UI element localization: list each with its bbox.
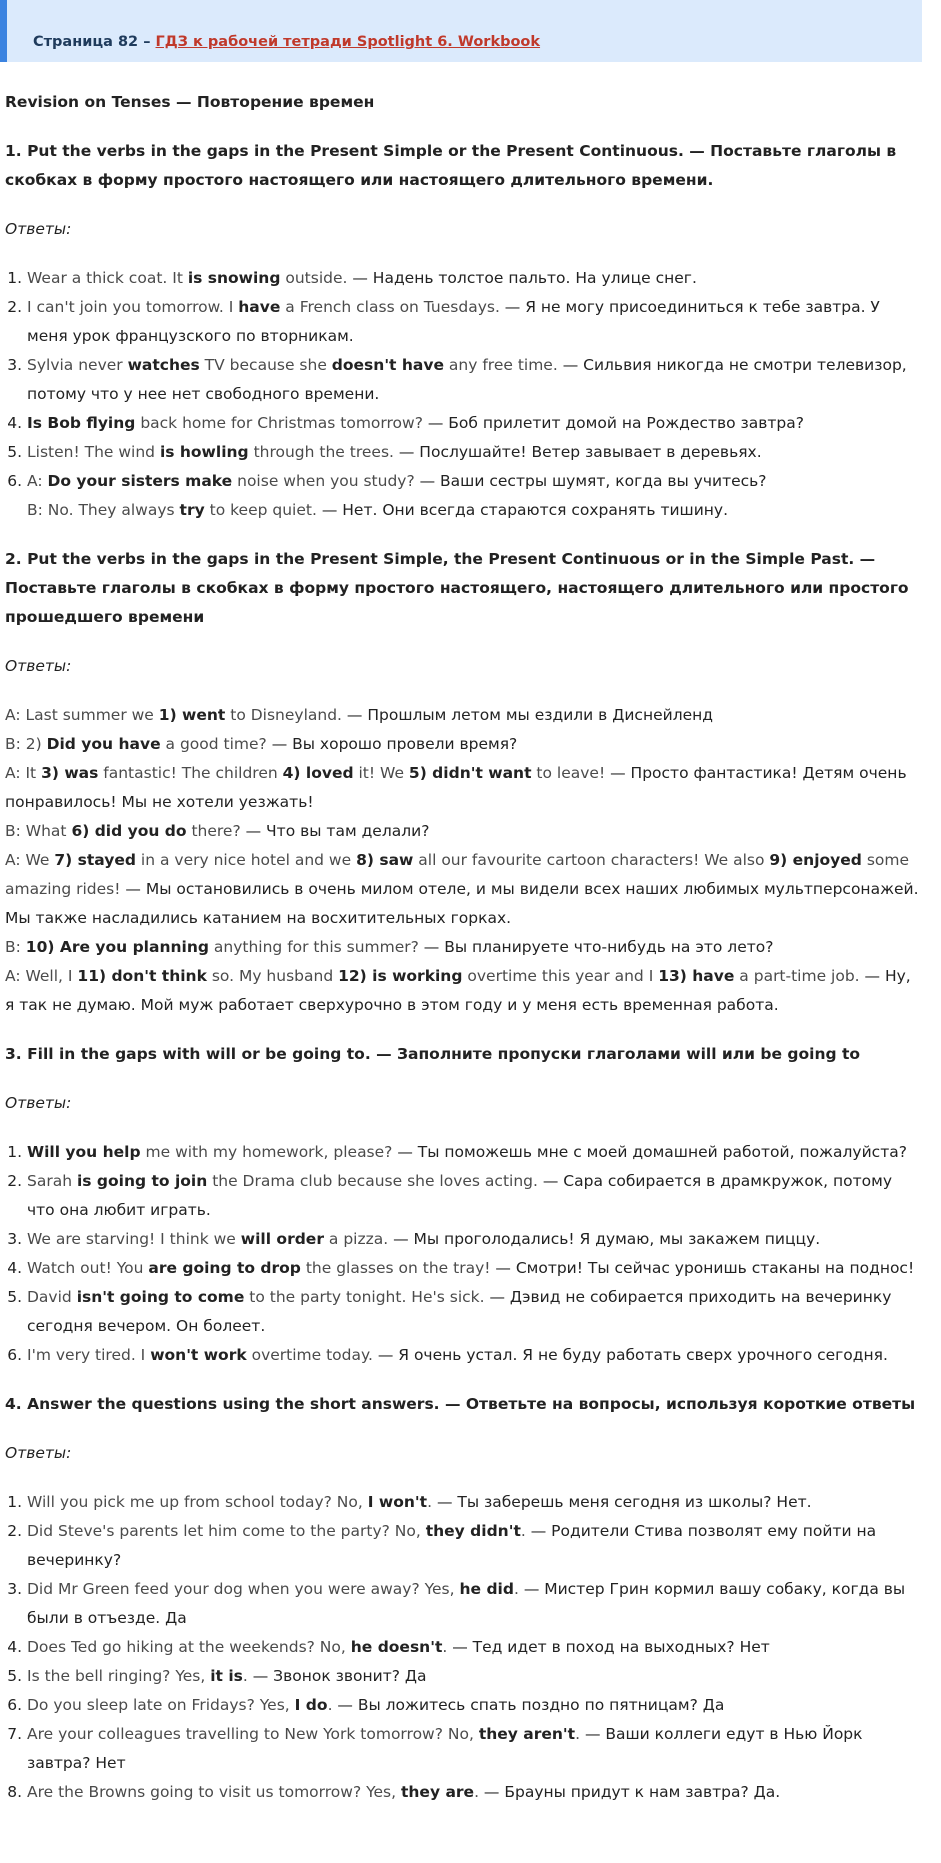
list-item bbox=[27, 264, 923, 293]
exercise-heading: 3. Fill in the gaps with will or be going to. — Заполните пропуски глаголами will или be going to bbox=[5, 1045, 861, 1063]
sentence-text: a good time? bbox=[160, 735, 272, 753]
translation-text: — Ты поможешь мне с моей домашней работой, пожалуйста? bbox=[397, 1143, 907, 1161]
translation-text: — Нет. Они всегда стараются сохранять тишину. bbox=[321, 501, 729, 519]
answers-label: Ответы: bbox=[5, 657, 72, 675]
list-item bbox=[27, 409, 923, 438]
sentence-text: Is the bell ringing? Yes, bbox=[27, 1667, 211, 1685]
exercise-section bbox=[5, 1040, 923, 1370]
sentence-text: noise when you study? bbox=[232, 472, 420, 490]
sentence-text: outside. bbox=[280, 269, 353, 287]
exercise-section bbox=[5, 545, 923, 1020]
answer-verb: doesn't have bbox=[331, 356, 444, 374]
sentence-text: . bbox=[242, 1667, 253, 1685]
translation-text: — Ну, я так не думаю. Мой муж работает сверхурочно в этом году и у меня есть временная работа. bbox=[5, 967, 911, 1014]
workbook-link[interactable]: ГДЗ к рабочей тетради Spotlight 6. Workbook bbox=[155, 34, 541, 50]
translation-text: — Ваши сестры шумят, когда вы учитесь? bbox=[419, 472, 767, 490]
list-item bbox=[27, 1691, 923, 1720]
answer-verb: will order bbox=[240, 1230, 324, 1248]
answer-verb: try bbox=[179, 501, 205, 519]
answer-verb: Do your sisters make bbox=[47, 472, 233, 490]
list-item bbox=[27, 1488, 923, 1517]
answer-list bbox=[5, 264, 923, 525]
sentence-text: B: 2) bbox=[5, 735, 47, 753]
sentence-text: fantastic! The children bbox=[98, 764, 283, 782]
sentence-text: Listen! The wind bbox=[27, 443, 160, 461]
sentence-text: A: Last summer we bbox=[5, 706, 159, 724]
list-item bbox=[27, 1341, 923, 1370]
answer-verb: watches bbox=[127, 356, 200, 374]
sentence-text: back home for Christmas tomorrow? bbox=[135, 414, 428, 432]
sentence-text: there? bbox=[186, 822, 246, 840]
answer-verb: 7) stayed bbox=[54, 851, 136, 869]
translation-text: — Дэвид не собирается приходить на вечеринку сегодня вечером. Он болеет. bbox=[27, 1288, 892, 1335]
list-item bbox=[27, 1167, 923, 1225]
sentence-text: David bbox=[27, 1288, 77, 1306]
sentence-text: I'm very tired. I bbox=[27, 1346, 151, 1364]
exercise-section bbox=[5, 137, 923, 525]
answer-verb: 13) have bbox=[658, 967, 735, 985]
list-item bbox=[27, 351, 923, 409]
answer-verb: 12) is working bbox=[338, 967, 463, 985]
translation-text: — Что вы там делали? bbox=[245, 822, 430, 840]
sentence-text: Are the Browns going to visit us tomorrow? Yes, bbox=[27, 1783, 401, 1801]
answer-verb: 8) saw bbox=[356, 851, 414, 869]
answer-verb: 11) don't think bbox=[77, 967, 207, 985]
sentence-text: overtime today. bbox=[246, 1346, 378, 1364]
translation-text: — Просто фантастика! Детям очень понравилось! Мы не хотели уезжать! bbox=[5, 764, 907, 811]
sentence-text: any free time. bbox=[443, 356, 563, 374]
answer-verb: are going to drop bbox=[148, 1259, 301, 1277]
list-item bbox=[27, 1778, 923, 1807]
answer-verb: is going to join bbox=[76, 1172, 208, 1190]
answer-verb: Will you help bbox=[27, 1143, 141, 1161]
answer-verb: Is Bob flying bbox=[27, 414, 136, 432]
answer-verb: 3) was bbox=[41, 764, 99, 782]
dialogue-line bbox=[5, 962, 923, 1020]
translation-text: — Брауны придут к нам завтра? Да. bbox=[483, 1783, 781, 1801]
answer-verb: he doesn't bbox=[350, 1638, 443, 1656]
exercise-heading: 4. Answer the questions using the short answers. — Ответьте на вопросы, используя короткие ответы bbox=[5, 1395, 916, 1413]
answer-verb: is howling bbox=[159, 443, 249, 461]
dialogue-line bbox=[5, 730, 923, 759]
sentence-text: to the party tonight. He's sick. bbox=[244, 1288, 490, 1306]
dialogue-line bbox=[5, 817, 923, 846]
sentence-text: to Disneyland. bbox=[225, 706, 347, 724]
translation-text: — Ваши коллеги едут в Нью Йорк завтра? Нет bbox=[27, 1725, 863, 1772]
answer-verb: it is bbox=[210, 1667, 243, 1685]
answer-verb: 10) Are you planning bbox=[25, 938, 209, 956]
list-item bbox=[27, 1720, 923, 1778]
sentence-text: . bbox=[442, 1638, 453, 1656]
dialogue-line bbox=[5, 759, 923, 817]
translation-text: — Сара собирается в драмкружок, потому что она любит играть. bbox=[27, 1172, 893, 1219]
sentence-text: a part-time job. bbox=[734, 967, 865, 985]
sentence-text: . bbox=[327, 1696, 338, 1714]
breadcrumb bbox=[33, 34, 540, 50]
answer-verb: they aren't bbox=[478, 1725, 576, 1743]
translation-text: — Надень толстое пальто. На улице снег. bbox=[352, 269, 697, 287]
breadcrumb-banner bbox=[0, 0, 922, 62]
translation-text: — Звонок звонит? Да bbox=[252, 1667, 427, 1685]
sentence-text: through the trees. bbox=[248, 443, 399, 461]
translation-text: — Вы планируете что-нибудь на это лето? bbox=[423, 938, 774, 956]
answer-verb: is snowing bbox=[187, 269, 281, 287]
dialogue-line bbox=[5, 701, 923, 730]
sentence-text: . bbox=[513, 1580, 524, 1598]
sentence-text: Watch out! You bbox=[27, 1259, 149, 1277]
sentence-text: A: Well, I bbox=[5, 967, 78, 985]
sentence-text: A: It bbox=[5, 764, 42, 782]
translation-text: — Мы проголодались! Я думаю, мы закажем пиццу. bbox=[393, 1230, 821, 1248]
sentence-text: Sarah bbox=[27, 1172, 77, 1190]
dialogue-line bbox=[5, 933, 923, 962]
list-item bbox=[27, 1225, 923, 1254]
answer-verb: I do bbox=[294, 1696, 328, 1714]
sentence-text: anything for this summer? bbox=[208, 938, 424, 956]
sentence-text: Wear a thick coat. It bbox=[27, 269, 188, 287]
sentence-text: B: bbox=[5, 938, 26, 956]
list-item bbox=[27, 467, 923, 525]
sentence-text: . bbox=[474, 1783, 484, 1801]
translation-text: — Прошлым летом мы ездили в Диснейленд bbox=[346, 706, 713, 724]
sentence-text: TV because she bbox=[199, 356, 332, 374]
list-item bbox=[27, 1517, 923, 1575]
list-item bbox=[27, 1633, 923, 1662]
answers-label: Ответы: bbox=[5, 1094, 72, 1112]
list-item bbox=[27, 1283, 923, 1341]
sentence-text: Did Mr Green feed your dog when you were away? Yes, bbox=[27, 1580, 460, 1598]
translation-text: — Родители Стива позволят ему пойти на вечеринку? bbox=[27, 1522, 877, 1569]
translation-text: — Мистер Грин кормил вашу собаку, когда вы были в отъезде. Да bbox=[27, 1580, 906, 1627]
sentence-text: Sylvia never bbox=[27, 356, 128, 374]
dialogue bbox=[5, 701, 923, 1020]
answer-verb: won't work bbox=[150, 1346, 247, 1364]
article-body bbox=[5, 88, 923, 1807]
answer-list bbox=[5, 1138, 923, 1370]
sentence-text: . bbox=[520, 1522, 531, 1540]
sentence-text: a French class on Tuesdays. bbox=[280, 298, 505, 316]
sentence-text: all our favourite cartoon characters! We also bbox=[413, 851, 770, 869]
exercise-heading: 2. Put the verbs in the gaps in the Present Simple, the Present Continuous or in the Simple Past. — Поставьте глаголы в скобках в форму простого настоящего, настоящего длительного или простого прошедшего времени bbox=[5, 550, 909, 626]
sentence-text: it! We bbox=[353, 764, 409, 782]
sentence-text: to leave! bbox=[531, 764, 611, 782]
answer-verb: Did you have bbox=[46, 735, 161, 753]
answers-label: Ответы: bbox=[5, 1444, 72, 1462]
page-label: Страница 82 – bbox=[33, 34, 151, 50]
sentence-text: a pizza. bbox=[323, 1230, 394, 1248]
sentence-text: B: No. They always bbox=[27, 501, 180, 519]
answer-verb: 1) went bbox=[158, 706, 226, 724]
list-item bbox=[27, 1254, 923, 1283]
translation-text: — Послушайте! Ветер завывает в деревьях. bbox=[398, 443, 762, 461]
answer-verb: 5) didn't want bbox=[408, 764, 532, 782]
answer-verb: 4) loved bbox=[282, 764, 354, 782]
answer-list bbox=[5, 1488, 923, 1807]
dialogue-line bbox=[5, 846, 923, 933]
list-item bbox=[27, 438, 923, 467]
answer-verb: 6) did you do bbox=[71, 822, 187, 840]
sentence-text: . bbox=[427, 1493, 437, 1511]
exercise-section bbox=[5, 1390, 923, 1807]
sentence-text: I can't join you tomorrow. I bbox=[27, 298, 239, 316]
sentence-text: . bbox=[575, 1725, 585, 1743]
sentence-text: some amazing rides! bbox=[5, 851, 910, 898]
list-item bbox=[27, 1138, 923, 1167]
list-item bbox=[27, 293, 923, 351]
exercise-sections bbox=[5, 137, 923, 1807]
translation-text: — Я не могу присоединиться к тебе завтра. У меня урок французского по вторникам. bbox=[27, 298, 880, 345]
translation-text: — Сильвия никогда не смотри телевизор, потому что у нее нет свободного времени. bbox=[27, 356, 907, 403]
sentence-text: to keep quiet. bbox=[204, 501, 322, 519]
answer-verb: they didn't bbox=[425, 1522, 521, 1540]
sentence-text: so. My husband bbox=[206, 967, 339, 985]
sentence-text: Do you sleep late on Fridays? Yes, bbox=[27, 1696, 295, 1714]
page-title: Revision on Tenses — Повторение времен bbox=[5, 93, 375, 111]
translation-text: — Боб прилетит домой на Рождество завтра? bbox=[427, 414, 804, 432]
answer-verb: 9) enjoyed bbox=[769, 851, 862, 869]
list-item bbox=[27, 1575, 923, 1633]
sentence-text: Are your colleagues travelling to New York tomorrow? No, bbox=[27, 1725, 479, 1743]
sentence-text: the glasses on the tray! bbox=[300, 1259, 496, 1277]
translation-text: — Я очень устал. Я не буду работать сверх урочного сегодня. bbox=[377, 1346, 888, 1364]
exercise-heading: 1. Put the verbs in the gaps in the Present Simple or the Present Continuous. — Поставьте глаголы в скобках в форму простого настоящего или настоящего длительного времени. bbox=[5, 142, 897, 189]
sentence-text: Will you pick me up from school today? No, bbox=[27, 1493, 368, 1511]
sentence-text: me with my homework, please? bbox=[140, 1143, 398, 1161]
answer-verb: they are bbox=[400, 1783, 475, 1801]
list-item bbox=[27, 1662, 923, 1691]
answer-verb: isn't going to come bbox=[76, 1288, 245, 1306]
sentence-text: overtime this year and I bbox=[462, 967, 659, 985]
answers-label: Ответы: bbox=[5, 220, 72, 238]
answer-verb: I won't bbox=[367, 1493, 428, 1511]
answer-verb: have bbox=[238, 298, 281, 316]
sentence-text: Does Ted go hiking at the weekends? No, bbox=[27, 1638, 351, 1656]
sentence-text: in a very nice hotel and we bbox=[135, 851, 357, 869]
sentence-text: A: bbox=[27, 472, 48, 490]
sentence-text: B: What bbox=[5, 822, 72, 840]
translation-text: — Тед идет в поход на выходных? Нет bbox=[452, 1638, 770, 1656]
translation-text: — Ты заберешь меня сегодня из школы? Нет. bbox=[436, 1493, 812, 1511]
translation-text: — Вы хорошо провели время? bbox=[271, 735, 518, 753]
sentence-text: Did Steve's parents let him come to the party? No, bbox=[27, 1522, 426, 1540]
sentence-text: A: We bbox=[5, 851, 55, 869]
sentence-text: the Drama club because she loves acting. bbox=[207, 1172, 543, 1190]
sentence-text: We are starving! I think we bbox=[27, 1230, 241, 1248]
translation-text: — Вы ложитесь спать поздно по пятницам? Да bbox=[337, 1696, 725, 1714]
translation-text: — Смотри! Ты сейчас уронишь стаканы на поднос! bbox=[495, 1259, 915, 1277]
translation-text: — Мы остановились в очень милом отеле, и мы видели всех наших любимых мультперсонажей. Мы также насладились катанием на восхитительных горках. bbox=[5, 880, 919, 927]
answer-verb: he did bbox=[459, 1580, 514, 1598]
